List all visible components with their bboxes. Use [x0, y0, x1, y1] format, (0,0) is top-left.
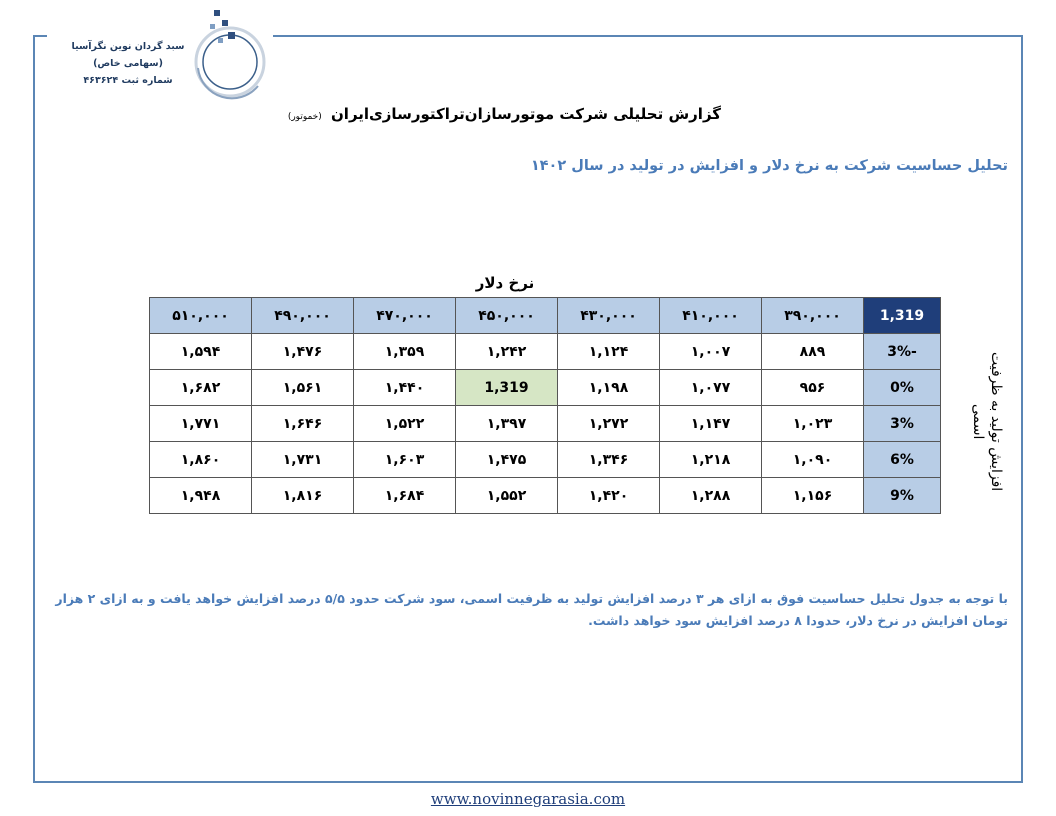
table-cell: ۱,۵۲۲: [354, 406, 456, 442]
table-cell: ۱,۲۷۲: [558, 406, 660, 442]
company-type: (سهامی خاص): [93, 58, 163, 69]
row-header: 6%: [864, 442, 941, 478]
table-cell: ۱,۴۷۶: [252, 334, 354, 370]
frame-right-border: [1021, 35, 1023, 782]
table-row: [150, 406, 941, 442]
table-row: [150, 442, 941, 478]
frame-bottom-border: [33, 781, 1023, 783]
table-cell: ۱,۴۴۰: [354, 370, 456, 406]
table-row: [150, 370, 941, 406]
table-cell: ۱,۷۷۱: [150, 406, 252, 442]
frame-left-border: [33, 35, 35, 782]
table-cell: ۱,۰۰۷: [660, 334, 762, 370]
table-cell: ۱,۲۴۲: [456, 334, 558, 370]
frame-top-right-segment: [273, 35, 1023, 37]
table-cell: ۱,۳۵۹: [354, 334, 456, 370]
registration-number: شماره ثبت ۴۶۳۶۲۴: [83, 75, 173, 86]
table-cell: ۱,۸۱۶: [252, 478, 354, 514]
row-header: 3%: [864, 406, 941, 442]
logo-icon: [188, 8, 270, 100]
table-cell: ۱,۰۷۷: [660, 370, 762, 406]
frame-top-left-segment: [33, 35, 47, 37]
report-title-ticker: (خموتور): [287, 112, 322, 122]
column-header: ۴۹۰,۰۰۰: [252, 298, 354, 334]
table-cell: ۸۸۹: [762, 334, 864, 370]
table-cell: ۱,۱۵۶: [762, 478, 864, 514]
table-cell: ۱,۶۴۶: [252, 406, 354, 442]
table-cell: ۱,۰۹۰: [762, 442, 864, 478]
table-cell: ۱,۳۹۷: [456, 406, 558, 442]
table-cell: ۱,۶۸۴: [354, 478, 456, 514]
column-header: ۳۹۰,۰۰۰: [762, 298, 864, 334]
table-cell: ۱,۵۵۲: [456, 478, 558, 514]
table-cell: ۱,۱۲۴: [558, 334, 660, 370]
table-cell: ۱,۶۰۳: [354, 442, 456, 478]
table-cell: ۱,۷۳۱: [252, 442, 354, 478]
table-row: [150, 478, 941, 514]
table-cell: ۱,۸۶۰: [150, 442, 252, 478]
table-cell: ۱,۰۲۳: [762, 406, 864, 442]
table-cell: ۱,۳۴۶: [558, 442, 660, 478]
corner-cell: 1,319: [864, 298, 941, 334]
company-block: [68, 38, 188, 89]
table-cell: ۱,۴۷۵: [456, 442, 558, 478]
table-cell: ۱,۵۹۴: [150, 334, 252, 370]
row-axis-label: افزایش تولید به ظرفیت اسمی: [970, 352, 1004, 492]
column-header: ۴۳۰,۰۰۰: [558, 298, 660, 334]
table-row: [150, 334, 941, 370]
table-cell: ۱,۶۸۲: [150, 370, 252, 406]
column-axis-label: نرخ دلار: [475, 274, 535, 292]
column-header: ۴۱۰,۰۰۰: [660, 298, 762, 334]
base-case-cell: 1,319: [456, 370, 558, 406]
column-header: ۴۷۰,۰۰۰: [354, 298, 456, 334]
table-cell: ۱,۴۲۰: [558, 478, 660, 514]
section-subtitle: تحلیل حساسیت شرکت به نرخ دلار و افزایش در تولید در سال ۱۴۰۲: [530, 158, 1008, 174]
conclusion-paragraph: با توجه به جدول تحلیل حساسیت فوق به ازای هر ۳ درصد افزایش تولید به ظرفیت اسمی، سود شرکت حدود ۵/۵ درصد افزایش خواهد یافت و به ازای ۲ هزار تومان افزایش در نرخ دلار، حدودا ۸ درصد افزایش سود خواهد داشت.: [55, 591, 1008, 628]
row-header: -3%: [864, 334, 941, 370]
row-header: 0%: [864, 370, 941, 406]
report-title: [288, 105, 721, 123]
website-link[interactable]: www.novinnegarasia.com: [430, 790, 626, 808]
row-header: 9%: [864, 478, 941, 514]
table-cell: ۱,۱۹۸: [558, 370, 660, 406]
table-cell: ۱,۲۸۸: [660, 478, 762, 514]
table-cell: ۹۵۶: [762, 370, 864, 406]
company-name: سبد گردان نوین نگرآسیا: [71, 41, 185, 52]
table-cell: ۱,۱۴۷: [660, 406, 762, 442]
report-title-text: گزارش تحلیلی شرکت موتورسازان‌تراکتورسازی‌ایران: [331, 105, 721, 123]
sensitivity-table: [149, 297, 941, 514]
table-cell: ۱,۲۱۸: [660, 442, 762, 478]
column-header: ۵۱۰,۰۰۰: [150, 298, 252, 334]
table-header-row: [150, 298, 941, 334]
table-cell: ۱,۹۴۸: [150, 478, 252, 514]
table-cell: ۱,۵۶۱: [252, 370, 354, 406]
column-header: ۴۵۰,۰۰۰: [456, 298, 558, 334]
